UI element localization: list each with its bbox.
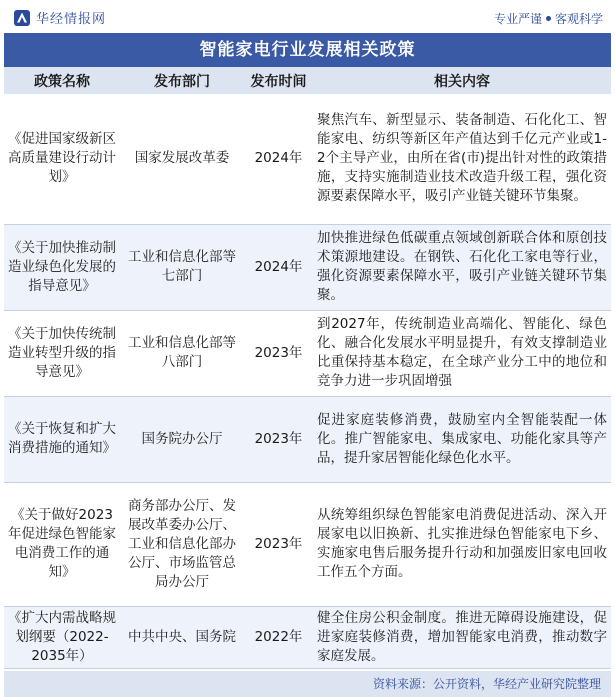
- column-header-name: 政策名称: [4, 67, 120, 94]
- policy-content: 聚焦汽车、新型显示、装备制造、石化化工、智能家电、纺织等新区年产值达到千亿元产业或1-2个主导产业，由所在省(市)提出针对性的政策措施，支持实施制造业技术改造升级工程，强化资源要素保障水平，吸引产业链关键环节集聚。: [313, 94, 611, 224]
- policy-name: 《关于恢复和扩大消费措施的通知》: [4, 396, 120, 482]
- policy-content: 到2027年，传统制造业高端化、智能化、绿色化、融合化发展水平明显提升，有效支撑制造业比重保持基本稳定，在全球产业分工中的地位和竞争力进一步巩固增强: [313, 310, 611, 396]
- table-row: [4, 482, 611, 606]
- policy-name: 《关于加快传统制造业转型升级的指导意见》: [4, 310, 120, 396]
- slogan-right: 客观科学: [554, 12, 603, 26]
- policy-name: 《扩大内需战略规划纲要（2022-2035年）: [4, 606, 120, 668]
- slogan-left: 专业严谨: [493, 12, 542, 26]
- policy-name: 《关于做好2023年促进绿色智能家电消费工作的通知》: [4, 482, 120, 606]
- column-header-dept: 发布部门: [120, 67, 244, 94]
- logo: [14, 8, 106, 27]
- source-footer: 资料来源：公开资料，华经产业研究院整理: [4, 671, 611, 697]
- table-row: [4, 606, 611, 668]
- policy-content: 加快推进绿色低碳重点领域创新联合体和原创技术策源地建设。在钢铁、石化化工家电等行业，强化资源要素保障水平，吸引产业链关键环节集聚。: [313, 224, 611, 310]
- policy-dept: 国务院办公厅: [120, 396, 244, 482]
- policy-content: 从统筹组织绿色智能家电消费促进活动、深入开展家电以旧换新、扎实推进绿色智能家电下乡、实施家电售后服务提升行动和加强废旧家电回收工作五个方面。: [313, 482, 611, 606]
- policy-table: [4, 67, 611, 669]
- column-header-content: 相关内容: [313, 67, 611, 94]
- table-header-row: [4, 67, 611, 94]
- table-row: [4, 396, 611, 482]
- policy-date: 2023年: [244, 310, 313, 396]
- bullet-icon: [546, 16, 551, 21]
- top-bar: [0, 0, 615, 33]
- policy-dept: 国家发展改革委: [120, 94, 244, 224]
- policy-content: 促进家庭装修消费，鼓励室内全智能装配一体化。推广智能家电、集成家电、功能化家具等产品，提升家居智能化绿色化水平。: [313, 396, 611, 482]
- table-row: [4, 94, 611, 224]
- policy-date: 2024年: [244, 94, 313, 224]
- policy-name: 《关于加快推动制造业绿色化发展的指导意见》: [4, 224, 120, 310]
- policy-date: 2023年: [244, 482, 313, 606]
- policy-dept: 商务部办公厅、发展改革委办公厅、工业和信息化部办公厅、市场监管总局办公厅: [120, 482, 244, 606]
- table-row: [4, 310, 611, 396]
- page-title: 智能家电行业发展相关政策: [4, 33, 611, 67]
- slogan: [494, 10, 603, 27]
- logo-text: 华经情报网: [36, 12, 107, 27]
- policy-dept: 工业和信息化部等七部门: [120, 224, 244, 310]
- policy-dept: 工业和信息化部等八部门: [120, 310, 244, 396]
- policy-date: 2023年: [244, 396, 313, 482]
- table-row: [4, 224, 611, 310]
- policy-date: 2022年: [244, 606, 313, 668]
- logo-icon: [14, 10, 30, 26]
- policy-date: 2024年: [244, 224, 313, 310]
- policy-dept: 中共中央、国务院: [120, 606, 244, 668]
- policy-name: 《促进国家级新区高质量建设行动计划》: [4, 94, 120, 224]
- policy-content: 健全住房公积金制度。推进无障碍设施建设，促进家庭装修消费，增加智能家电消费，推动数字家庭发展。: [313, 606, 611, 668]
- column-header-date: 发布时间: [244, 67, 313, 94]
